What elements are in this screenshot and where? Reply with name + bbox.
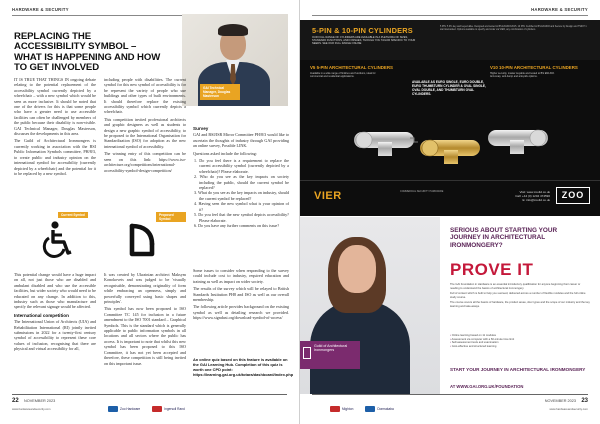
paragraph: IT IS TRUE THAT THINGS IN ongoing debate relating to the potential replacement of the accessibility symbol currently depicted by a wheelchair – with a new symbol which would be seen as more inclusive. It should be noted that one of the drivers for this is that some people who have a greater need to use accessible facilities can often be challenged by members of the public because their disability is non-visible. GAI Technical Manager, Douglas Masterson, discusses the developments in this area. — [14, 77, 96, 137]
proposed-symbol-label: Proposed Symbol — [156, 212, 186, 222]
list-item: 4. Having seen the new symbol what is your opinion of it? — [194, 201, 289, 212]
contact-details — [500, 190, 550, 202]
v5-text: Available in a wide range of finishes and functions, ideal for commercial and residential applications. — [310, 72, 376, 79]
right-page — [300, 0, 600, 424]
sponsor-logo: Ingersoll Rand — [152, 406, 185, 412]
sponsor-logo: Dormakaba — [365, 406, 393, 412]
section-tag: HARDWARE & SECURITY — [12, 7, 69, 12]
list-item: • Self-assessment tests and examination — [450, 341, 590, 345]
advert-spec-text: 5 PIN: 5 Pin key and keyed alike. Designed and tested to BS EN1303:2015. 10 PIN: Certified to BS EN1303 and Secure by Design and TS007 1 star kitemarked. Options available to specify and order via VIER, any combination of cylinders. — [440, 26, 587, 31]
zoo-logo: ZOO — [556, 187, 590, 204]
guild-logo: Guild of Architectural Ironmongers — [300, 341, 360, 369]
paragraph: The International Union of Architects (UIA) and Rehabilitation International (RI) jointly invited submissions in 2022 for a twenty-first century symbol of accessibility to represent these core values of inclusion, recognising that there are physical and virtual accessibility for all, — [14, 319, 96, 352]
issue-date: NOVEMBER 2023 — [544, 399, 576, 403]
paragraph: The course covers all the basics of hardware, the product areas, door types and the scope of our industry and the key learning and take-aways. — [450, 301, 590, 308]
paragraph: The following article provides background on the existing symbol as well as detailing research we provided. https://www.signdust.org/download-symbol-of-access/ — [193, 304, 289, 321]
header-rule — [312, 15, 588, 16]
paragraph: Questions asked include the following: — [193, 150, 257, 156]
photo-caption: GAI Technical Manager, Douglas Masterson — [200, 84, 240, 100]
advert-title: 5-PIN & 10-PIN CYLINDERS — [312, 26, 413, 35]
v10-title: V10 10-PIN ARCHITECTURAL CYLINDERS — [490, 65, 578, 70]
list-item: • Cost-effective and structured learning — [450, 345, 590, 349]
article-column-1-lower — [14, 272, 96, 354]
list-item: • Assessment via computer with a 60-minute time limit — [450, 338, 590, 342]
paragraph: This competition invited professional architects and graphic designers as well as students to design a new graphic symbol of accessibility, to be proposed to the International Organisation for Standardization (ISO) for adoption as the new international symbol of accessibility. — [104, 116, 186, 149]
page-number: 23 — [581, 398, 588, 404]
paragraph: The GAI Foundation in Hardware is an essential introductory qualification for anyone beginning their career or needing to understand the basics of architectural ironmongery. — [450, 283, 581, 290]
list-item: 3. What do you see as the key impacts on industry, should the current symbol be replaced? — [194, 190, 289, 201]
article-column-2 — [104, 77, 186, 175]
wheelchair-icon — [38, 220, 78, 260]
paragraph: Full of content which is built to help you succeed, delivered across a number of flexible modules and the full online study course. — [450, 292, 586, 299]
article-column-2-lower — [104, 272, 186, 368]
brand-description: COMMERCIAL SECURITY HARDWARE — [400, 190, 444, 193]
paragraph: This symbol has now been proposed to ISO Committee TC 145 for inclusion in a future amendment to the ISO 7001 standard – Graphical Symbols. This is the standard which is generally applicable to public information symbols in all locations and all sectors where the public has access. It is important to note that whilst this new symbol has been proposed to this ISO Committee, it has not yet been accepted and therefore, these competition is still being invited on this important issue. — [104, 306, 186, 366]
contact-phone: Call: +44 (0) 1204 474590 — [515, 194, 550, 198]
page-footer — [300, 394, 600, 424]
article-column-3 — [193, 123, 289, 228]
contact-email[interactable]: E: info@zooltd.co.uk — [522, 198, 550, 202]
contact-web[interactable]: Visit: www.zooltd.co.uk — [519, 190, 550, 194]
article-headline: REPLACING THE ACCESSIBILITY SYMBOL – WHAT IS HAPPENING AND HOW TO GET INVOLVED — [14, 31, 161, 74]
paragraph: GAI and BSI/ISR Mirror Committee PH/8/3 would like to ascertain the thoughts of industry through GAI providing an online survey, Possible LINK. — [193, 132, 289, 149]
gai-foundation-advert — [300, 217, 600, 394]
list-item: 6. Do you have any further comments on this issue? — [194, 222, 280, 228]
advert-body — [450, 283, 590, 310]
proposed-accessibility-icon — [122, 220, 162, 260]
subheading: Survey — [193, 126, 209, 131]
section-tag: HARDWARE & SECURITY — [531, 7, 588, 12]
sponsor-logo: Zoo Hardware — [108, 406, 140, 412]
paragraph: Some issues to consider when responding to the survey could include cost to industry, required education and training as well as impact on wider society. — [193, 268, 289, 284]
survey-questions — [193, 158, 289, 228]
cpd-quiz-note: An online quiz based on this feature is available on the GAI Learning Hub. Completion of this quiz is worth one CPD point: https://learning.gai.org.uk/totara/dashboard/index.php — [193, 357, 294, 377]
paragraph: This potential change would have a huge impact on all, not just those who are disabled and ambulant disabled and who use the accessible facilities, but wider society who would need to be educated on any change. In addition to this, industry such as those who manufacture and specify the relevant signage would be affected. — [14, 272, 96, 310]
cylinder-product-image — [348, 108, 558, 178]
sponsor-logos — [330, 406, 394, 412]
footer-url[interactable]: www.hardwareandsecurity.com — [549, 407, 588, 411]
course-features — [450, 334, 590, 348]
list-item: • Online learning based on 11 modules — [450, 334, 590, 338]
v10-text: Higher security, master keyable and tested to BS EN1303. Anti-snap, anti-bump and anti-pick options. — [490, 72, 555, 79]
cylinders-advert — [300, 20, 600, 216]
call-to-action: START YOUR JOURNEY IN ARCHITECTURAL IRONMONGERY — [450, 367, 586, 372]
footer-url[interactable]: www.hardwareandsecurity.com — [12, 407, 51, 411]
paragraph: The results of the survey which will be relayed to British Standards Institution PH8 and ISO as well as our overall membership. — [193, 286, 289, 303]
paragraph: The winning entry of this competition can be seen on this link: https://www.iso-architecture.org/competitions/international-accessibility-symbol-design-competition/ — [104, 151, 186, 173]
page-footer — [0, 394, 299, 424]
article-column-3-lower — [193, 268, 289, 323]
page-number: 22 — [12, 398, 19, 404]
paragraph: It was created by Ukrainian architect Maksym Konokovets and was judged to be 'visually recognisable, demonstrating originality of form while embracing an openness, simply and powerfully conveyed using basic shapes and principles'. — [104, 272, 186, 305]
advert-subtitle: OUR FULL RANGE OF CYLINDERS ARE AVAILABLE IN A PLETHORA OF SIZES, STANDARD FUNCTIONS, AND FINISHES, THOUGH YOU TAILOR SPECIFIC TO YOUR NEEDS. SEE OUR FULL RANGE ONLINE — [312, 36, 416, 46]
article-column-1 — [14, 77, 96, 178]
prove-it-heading: PROVE IT — [450, 260, 534, 279]
symbols-comparison — [14, 212, 186, 270]
v5-title: V5 5-PIN ARCHITECTURAL CYLINDERS — [310, 65, 393, 70]
sponsor-logo: Mighton — [330, 406, 353, 412]
issue-date: NOVEMBER 2023 — [24, 399, 56, 403]
vier-logo: VIER — [314, 190, 342, 202]
sponsor-logos — [108, 406, 185, 412]
current-symbol-label: Current Symbol — [58, 212, 88, 218]
list-item: 5. Do you feel that the new symbol depicts accessibility? Please elaborate. — [194, 212, 289, 223]
advert-question: SERIOUS ABOUT STARTING YOUR JOURNEY IN ARCHITECTURAL IRONMONGERY? — [450, 227, 558, 249]
cylinder-types: AVAILABLE AS EURO SINGLE, EURO DOUBLE, EURO THUMBTURN CYLINDER & OVAL SINGLE, OVAL DOUBLE, AND THUMBTURN OVAL CYLINDERS. — [412, 80, 486, 96]
list-item: 2. Who do you see as the key impacts on society including the public, should the current symbol be replaced? — [194, 174, 289, 191]
subheading: International competition — [14, 312, 69, 318]
paragraph: including people with disabilities. The current symbol for this new symbol of accessibility is for be represent the variety of people who use buildings and other types of built environments. It should therefore replace the existing accessibility symbol which currently depicts a wheelchair. — [104, 77, 186, 115]
foundation-link[interactable]: AT WWW.GAI.ORG.UK/FOUNDATION — [450, 384, 524, 389]
paragraph: The Guild of Architectural Ironmongers is currently working in association with the BSI Public Information Symbols committee, PH/8/3, to create public and industry opinion on the international symbol for accessibility (currently depicted by a wheelchair) and the potential for it to be replaced by a new symbol. — [14, 138, 96, 176]
list-item: 1. Do you feel there is a requirement to replace the current accessibility symbol (currently depicted by a wheelchair)? Please elaborate. — [194, 158, 289, 174]
